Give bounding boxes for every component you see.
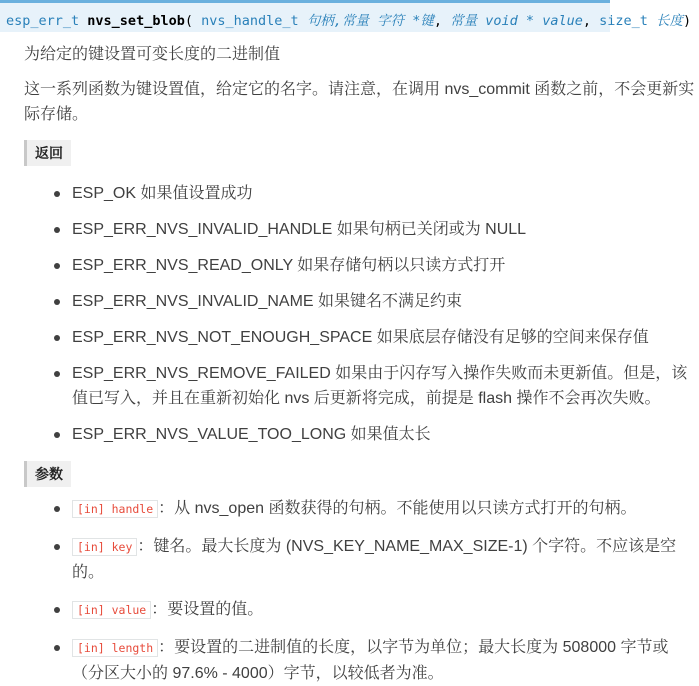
return-item: ESP_ERR_NVS_READ_ONLY 如果存储句柄以只读方式打开 [48, 253, 695, 278]
param-type-handle[interactable]: nvs_handle_t [201, 13, 299, 29]
return-item: ESP_ERR_NVS_VALUE_TOO_LONG 如果值太长 [48, 422, 695, 447]
param-name-length: 长度 [656, 13, 684, 29]
params-list [48, 496, 695, 686]
return-item: ESP_ERR_NVS_INVALID_HANDLE 如果句柄已关闭或为 NULL [48, 217, 695, 242]
params-heading: 参数 [24, 461, 71, 487]
param-tag: [in] length [72, 639, 158, 657]
function-signature [0, 0, 692, 32]
returns-list [48, 181, 695, 447]
return-item: ESP_ERR_NVS_NOT_ENOUGH_SPACE 如果底层存储没有足够的空间来保存值 [48, 325, 695, 350]
param-tag: [in] key [72, 538, 137, 556]
returns-heading: 返回 [24, 140, 71, 166]
param-type-length[interactable]: size_t [599, 13, 648, 29]
function-name: nvs_set_blob [87, 13, 185, 29]
param-separator: , [433, 13, 451, 29]
param-desc: ：从 nvs_open 函数获得的句柄。不能使用以只读方式打开的句柄。 [158, 500, 637, 517]
summary-text: 为给定的键设置可变长度的二进制值 [24, 46, 281, 63]
param-name-value: value [542, 13, 583, 29]
param-type-value: 常量 void [450, 13, 518, 29]
param-item-value [48, 597, 695, 623]
return-item: ESP_ERR_NVS_INVALID_NAME 如果键名不满足约束 [48, 289, 695, 314]
param-desc: ：要设置的值。 [151, 601, 264, 618]
description-text: 这一系列函数为键设置值，给定它的名字。请注意，在调用 nvs_commit 函数之前，不会更新实际存储。 [24, 81, 695, 123]
param-desc: ：要设置的二进制值的长度，以字节为单位；最大长度为 508000 字节或（分区大小的 97.6% - 4000）字节，以较低者为准。 [72, 639, 669, 682]
close-paren: ) [683, 13, 692, 29]
param-name-key: 键 [420, 13, 434, 29]
return-type[interactable]: esp_err_t [6, 13, 80, 29]
param-item-key [48, 534, 695, 585]
return-item: ESP_OK 如果值设置成功 [48, 181, 695, 206]
param-item-handle [48, 496, 695, 522]
open-paren: ( [184, 13, 193, 29]
param-desc: ：键名。最大长度为 (NVS_KEY_NAME_MAX_SIZE-1) 个字符。不应该是空的。 [72, 538, 677, 581]
param-separator: , [582, 13, 600, 29]
param-item-length [48, 635, 695, 686]
param-tag: [in] value [72, 601, 151, 619]
param-name-handle: 句柄,常量 字符 [306, 13, 405, 29]
param-ptr-value: * [525, 13, 535, 29]
param-tag: [in] handle [72, 500, 158, 518]
return-item: ESP_ERR_NVS_REMOVE_FAILED 如果由于闪存写入操作失败而未更新值。但是，该值已写入，并且在重新初始化 nvs 后更新将完成，前提是 flash 操作不会再次失败。 [48, 361, 695, 411]
param-ptr-key: * [412, 13, 421, 29]
